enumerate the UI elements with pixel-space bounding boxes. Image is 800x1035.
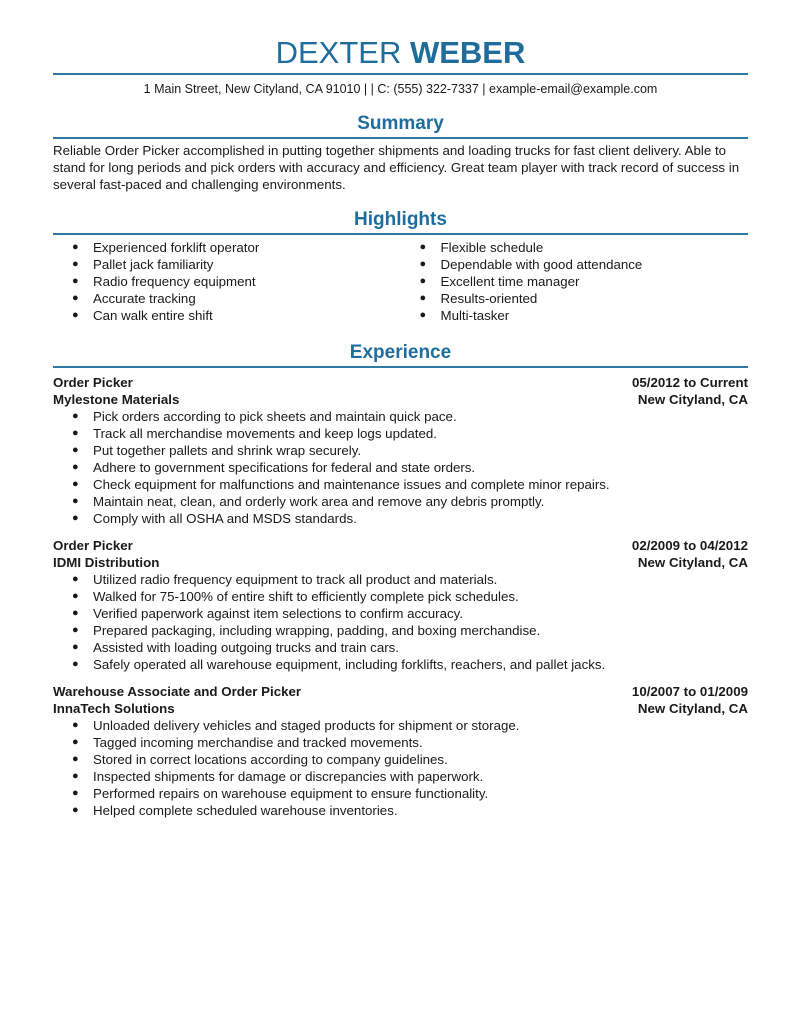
job-company-row: [53, 391, 748, 408]
job-duty-item-text: Utilized radio frequency equipment to track all product and materials.: [93, 572, 498, 587]
highlight-item: [401, 307, 749, 324]
job-duty-item: [53, 459, 748, 476]
bullet-icon: ●: [72, 478, 79, 490]
job-duty-item: [53, 656, 748, 673]
summary-divider: [53, 137, 748, 139]
job-title-row: [53, 537, 748, 554]
highlights-title: Highlights: [354, 209, 447, 230]
bullet-icon: ●: [72, 410, 79, 422]
highlights-divider: [53, 233, 748, 235]
job-duty-item-text: Helped complete scheduled warehouse inventories.: [93, 803, 398, 818]
summary-text: Reliable Order Picker accomplished in putting together shipments and loading trucks for fast client delivery. Able to stand for long periods and pick orders with accuracy and efficiency. Great team player with track record of success in several fast-paced and challenging environments.: [53, 143, 740, 192]
job-duty-item-text: Comply with all OSHA and MSDS standards.: [93, 511, 357, 526]
highlights-right-column: [401, 239, 749, 324]
job-dates: 05/2012 to Current: [631, 375, 748, 390]
bullet-icon: ●: [72, 241, 79, 253]
highlight-item: [53, 273, 401, 290]
bullet-icon: ●: [72, 641, 79, 653]
job-duty-item: [53, 639, 748, 656]
first-name: DEXTER: [275, 35, 402, 70]
bullet-icon: ●: [72, 590, 79, 602]
bullet-icon: ●: [72, 427, 79, 439]
bullet-icon: ●: [72, 275, 79, 287]
highlight-item-text: Can walk entire shift: [93, 308, 213, 323]
job-title: Warehouse Associate and Order Picker: [53, 684, 302, 699]
highlight-item-text: Flexible schedule: [440, 240, 544, 255]
bullet-icon: ●: [72, 770, 79, 782]
job-title-row: [53, 374, 748, 391]
job-duty-item: [53, 785, 748, 802]
job-duty-item-text: Check equipment for malfunctions and maintenance issues and complete minor repairs.: [93, 477, 610, 492]
job-duty-item-text: Assisted with loading outgoing trucks and train cars.: [93, 640, 399, 655]
job-duty-item-text: Inspected shipments for damage or discrepancies with paperwork.: [93, 769, 484, 784]
job-duty-item-text: Performed repairs on warehouse equipment to ensure functionality.: [93, 786, 489, 801]
highlight-item: [401, 256, 749, 273]
job-location: New Cityland, CA: [637, 392, 748, 407]
experience-divider: [53, 366, 748, 368]
job-duty-item: [53, 622, 748, 639]
bullet-icon: ●: [72, 753, 79, 765]
job-list: [53, 374, 748, 819]
header-divider: [53, 73, 748, 75]
job-duty-item: [53, 605, 748, 622]
job-duty-item: [53, 442, 748, 459]
job-duty-item-text: Adhere to government specifications for federal and state orders.: [93, 460, 476, 475]
bullet-icon: ●: [419, 275, 427, 287]
highlight-item-text: Multi-tasker: [440, 308, 510, 323]
job-location: New Cityland, CA: [637, 701, 748, 716]
highlights-left-column: [53, 239, 401, 324]
resume-page: [53, 0, 748, 819]
job-duty-item-text: Pick orders according to pick sheets and maintain quick pace.: [93, 409, 457, 424]
job-duty-item-text: Walked for 75-100% of entire shift to efficiently complete pick schedules.: [93, 589, 519, 604]
bullet-icon: ●: [72, 658, 79, 670]
bullet-icon: ●: [72, 787, 79, 799]
highlight-item-text: Experienced forklift operator: [93, 240, 260, 255]
job-duty-item-text: Put together pallets and shrink wrap securely.: [93, 443, 362, 458]
job-entry: [53, 683, 748, 819]
job-duty-item: [53, 425, 748, 442]
highlight-item: [53, 256, 401, 273]
job-title: Order Picker: [53, 375, 133, 390]
summary-title: Summary: [357, 113, 444, 134]
job-duty-item: [53, 717, 748, 734]
job-title-row: [53, 683, 748, 700]
job-duty-item: [53, 751, 748, 768]
highlight-item: [401, 290, 749, 307]
bullet-icon: ●: [419, 258, 427, 270]
experience-section: [53, 342, 748, 819]
job-duty-item-text: Maintain neat, clean, and orderly work area and remove any debris promptly.: [93, 494, 545, 509]
bullet-icon: ●: [72, 512, 79, 524]
job-entry: [53, 374, 748, 527]
job-duty-item: [53, 493, 748, 510]
highlight-item-text: Pallet jack familiarity: [93, 257, 214, 272]
job-company-row: [53, 554, 748, 571]
highlight-item: [401, 239, 749, 256]
bullet-icon: ●: [419, 309, 427, 321]
job-duty-item: [53, 768, 748, 785]
job-duty-item: [53, 588, 748, 605]
highlight-item: [401, 273, 749, 290]
bullet-icon: ●: [72, 607, 79, 619]
bullet-icon: ●: [72, 444, 79, 456]
bullet-icon: ●: [72, 292, 79, 304]
bullet-icon: ●: [72, 624, 79, 636]
job-location: New Cityland, CA: [637, 555, 748, 570]
job-entry: [53, 537, 748, 673]
highlight-item: [53, 307, 401, 324]
experience-title: Experience: [349, 342, 452, 363]
job-duty-item: [53, 476, 748, 493]
job-duty-item: [53, 571, 748, 588]
job-dates: 02/2009 to 04/2012: [631, 538, 748, 553]
highlight-item-text: Results-oriented: [440, 291, 538, 306]
bullet-icon: ●: [72, 258, 79, 270]
job-duty-item-text: Prepared packaging, including wrapping, padding, and boxing merchandise.: [93, 623, 541, 638]
highlight-item-text: Dependable with good attendance: [440, 257, 643, 272]
bullet-icon: ●: [72, 573, 79, 585]
highlight-item-text: Radio frequency equipment: [93, 274, 256, 289]
bullet-icon: ●: [72, 736, 79, 748]
job-company: InnaTech Solutions: [53, 701, 175, 716]
job-duties-list: [53, 717, 748, 819]
job-duties-list: [53, 408, 748, 527]
job-duty-item-text: Unloaded delivery vehicles and staged products for shipment or storage.: [93, 718, 520, 733]
candidate-name: [53, 35, 748, 71]
job-title: Order Picker: [53, 538, 133, 553]
bullet-icon: ●: [419, 292, 427, 304]
job-duty-item: [53, 408, 748, 425]
job-duty-item: [53, 802, 748, 819]
bullet-icon: ●: [72, 719, 79, 731]
highlights-section: [53, 209, 748, 324]
job-duty-item: [53, 510, 748, 527]
job-duty-item-text: Safely operated all warehouse equipment, including forklifts, reachers, and pallet jacks.: [93, 657, 606, 672]
last-name: WEBER: [409, 35, 526, 70]
highlight-item-text: Excellent time manager: [440, 274, 580, 289]
contact-info: 1 Main Street, New Cityland, CA 91010 | | C: (555) 322-7337 | example-email@example.com: [143, 82, 658, 96]
summary-section: [53, 113, 748, 193]
bullet-icon: ●: [72, 495, 79, 507]
bullet-icon: ●: [72, 461, 79, 473]
bullet-icon: ●: [419, 241, 427, 253]
job-duty-item-text: Stored in correct locations according to company guidelines.: [93, 752, 448, 767]
job-duty-item: [53, 734, 748, 751]
job-dates: 10/2007 to 01/2009: [631, 684, 748, 699]
highlight-item: [53, 290, 401, 307]
highlight-item: [53, 239, 401, 256]
job-company: Mylestone Materials: [53, 392, 180, 407]
job-duty-item-text: Tagged incoming merchandise and tracked movements.: [93, 735, 423, 750]
bullet-icon: ●: [72, 309, 79, 321]
highlight-item-text: Accurate tracking: [93, 291, 196, 306]
highlights-list: [53, 239, 748, 324]
bullet-icon: ●: [72, 804, 79, 816]
job-company-row: [53, 700, 748, 717]
job-company: IDMI Distribution: [53, 555, 160, 570]
job-duty-item-text: Track all merchandise movements and keep logs updated.: [93, 426, 437, 441]
job-duties-list: [53, 571, 748, 673]
job-duty-item-text: Verified paperwork against item selections to confirm accuracy.: [93, 606, 464, 621]
